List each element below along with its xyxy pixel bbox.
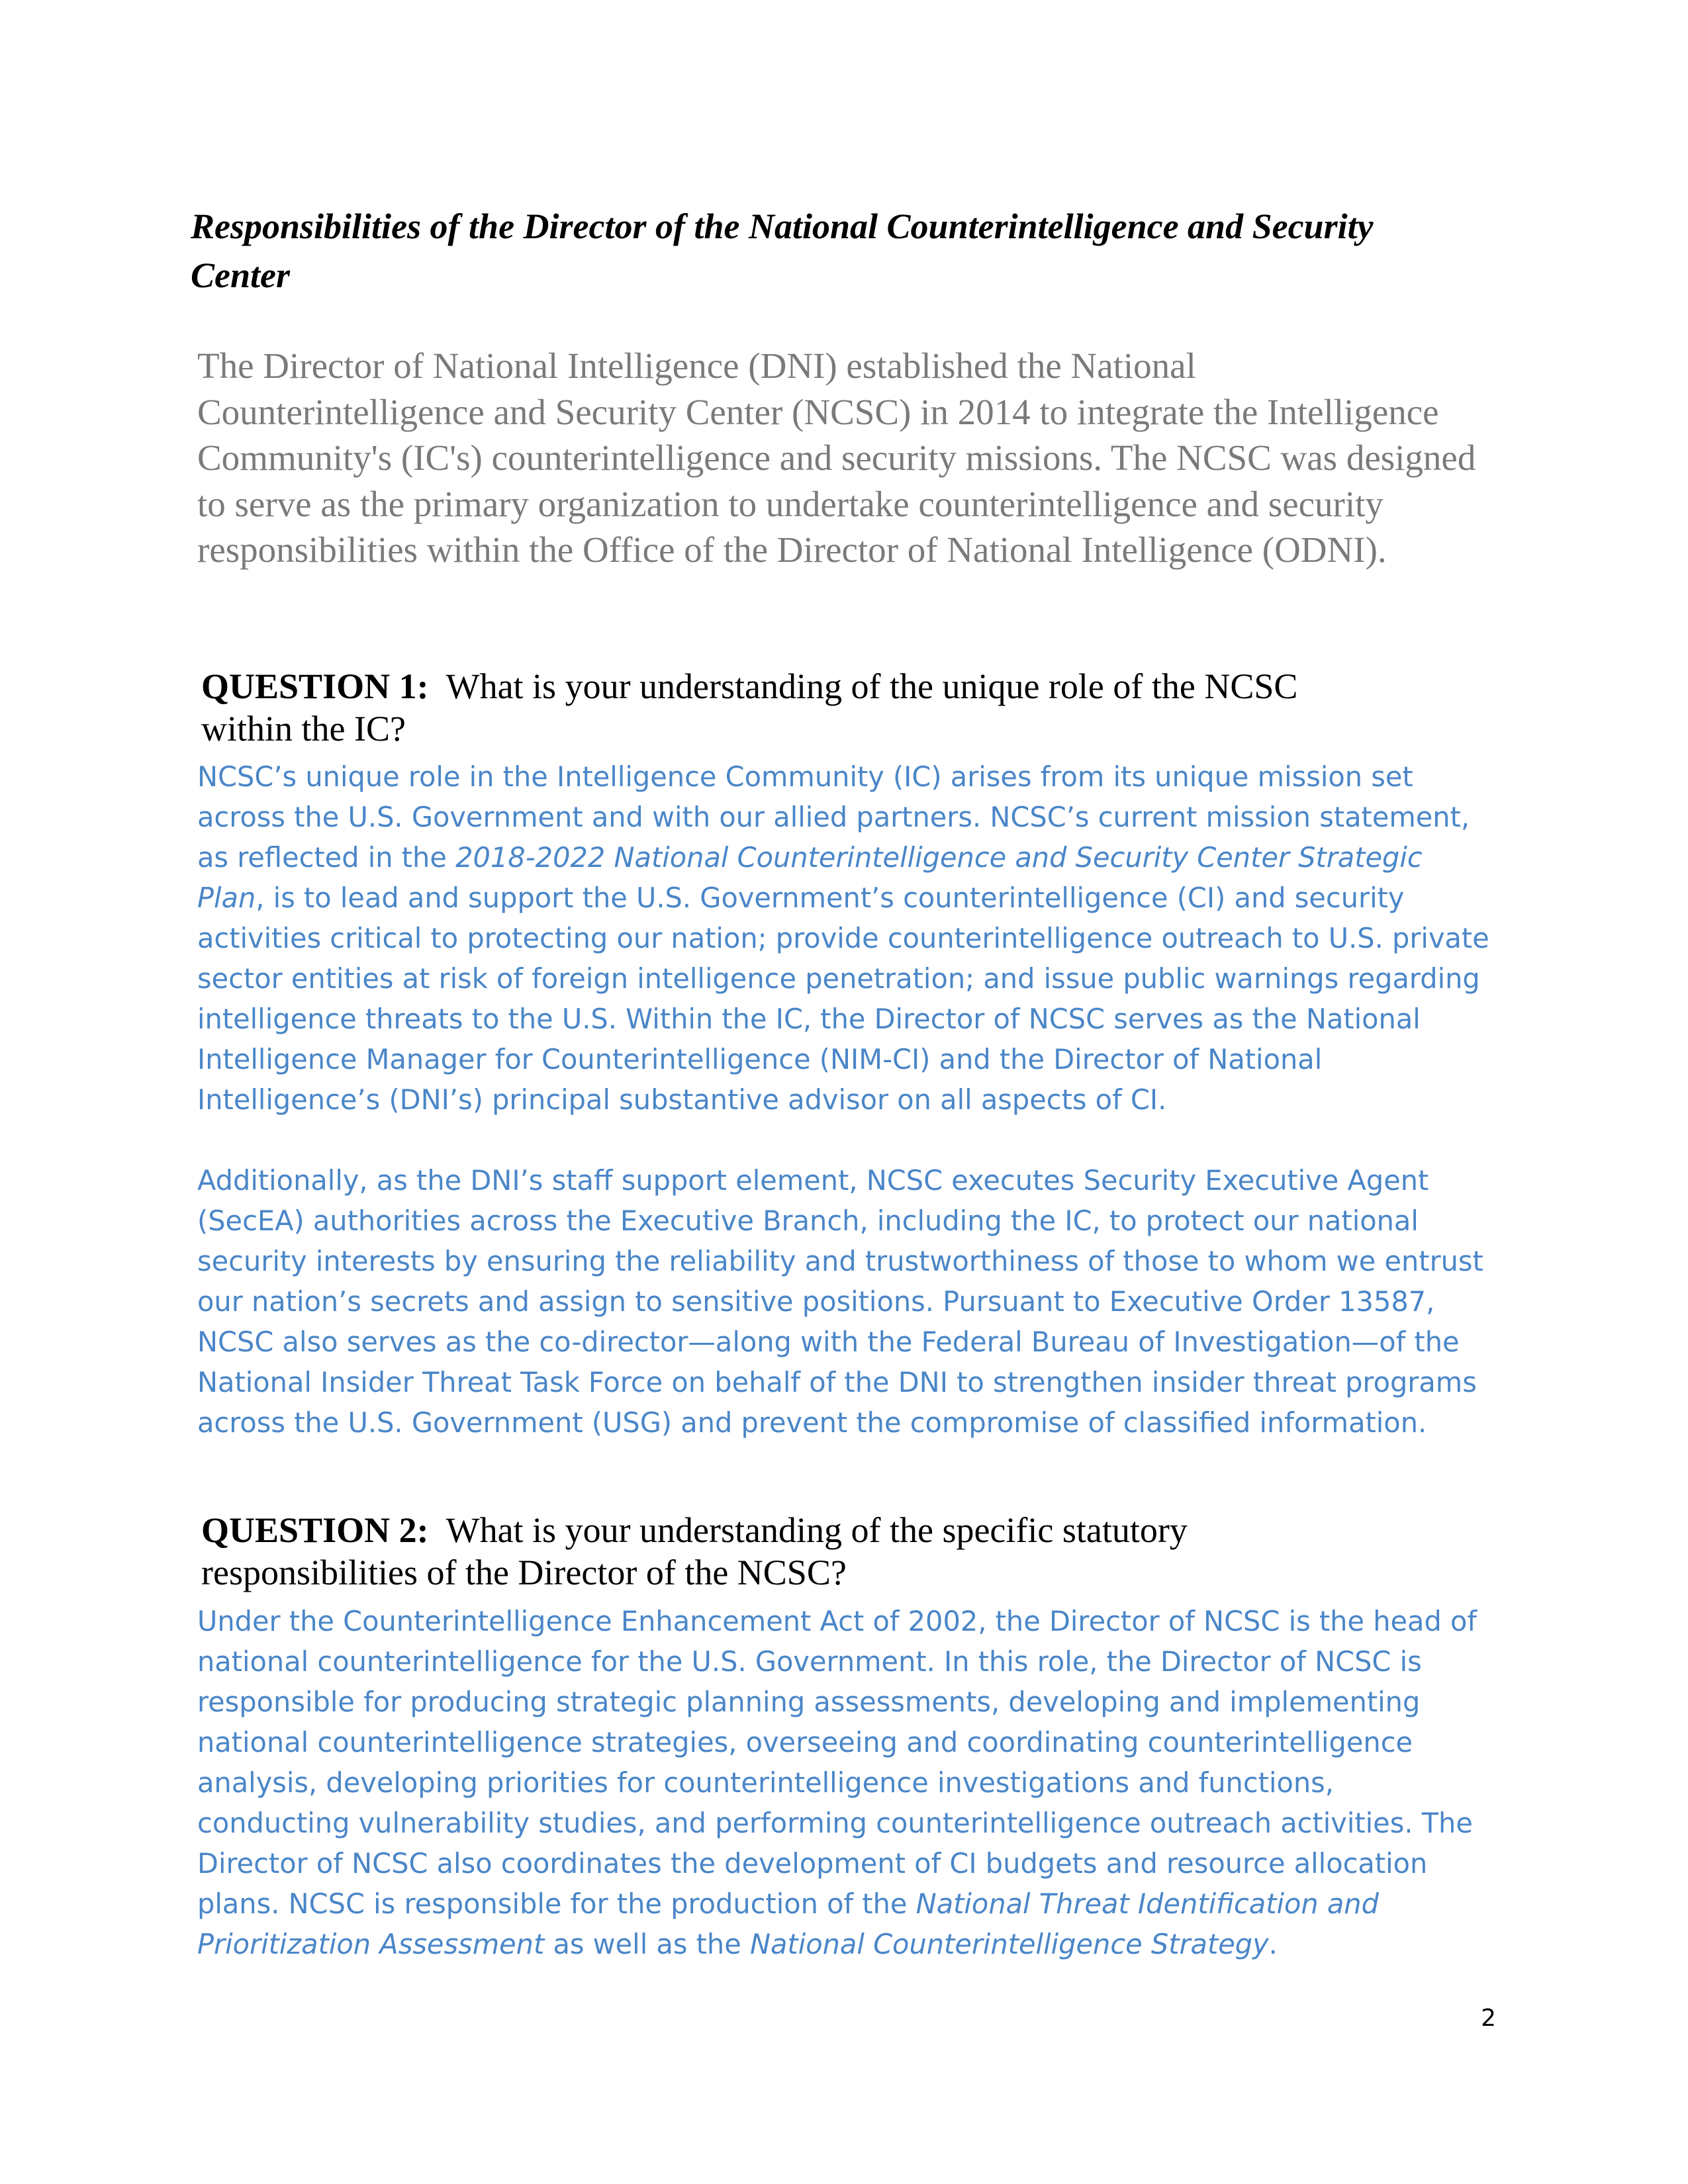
question-1-label: QUESTION 1: xyxy=(201,666,429,706)
question-2-text: What is your understanding of the specific statutory responsibilities of the Director of the NCSC? xyxy=(201,1510,1188,1592)
answer-1-p1-text-b: , is to lead and support the U.S. Government’s counterintelligence (CI) and security activities critical to protecting our nation; provide counterintelligence outreach to U.S. private sector entities at risk of foreign intelligence penetration; and issue public warnings regarding intelligence threats to the U.S. Within the IC, the Director of NCSC serves as the National Intelligence Manager for Counterintelligence (NIM-CI) and the Director of National Intelligence’s (DNI’s) principal substantive advisor on all aspects of CI. xyxy=(197,882,1489,1116)
section-heading: Responsibilities of the Director of the National Counterintelligence and Security Center xyxy=(191,206,1374,295)
answer-2-p1-text-a: Under the Counterintelligence Enhancement Act of 2002, the Director of NCSC is the head of national counterintelligence for the U.S. Government. In this role, the Director of NCSC is responsible for producing strategic planning assessments, developing and implementing national counterintelligence strategies, overseeing and coordinating counterintelligence analysis, developing priorities for counterintelligence investigations and functions, conducting vulnerability studies, and performing counterintelligence outreach activities. The Director of NCSC also coordinates the development of CI budgets and resource allocation plans. NCSC is responsible for the production of the xyxy=(197,1605,1477,1920)
page-number: 2 xyxy=(1481,2005,1496,2032)
answer-2-p1-text-mid: as well as the xyxy=(544,1928,750,1960)
ci-strategy-title: National Counterintelligence Strategy xyxy=(749,1928,1269,1960)
answer-2-paragraph-1 xyxy=(197,1601,1495,1964)
strategic-plan-title: 2018-2022 National Counterintelligence and Security Center Strategic Plan xyxy=(197,841,1423,914)
answer-1-paragraph-1 xyxy=(197,756,1495,1120)
threat-assessment-title: National Threat Identification and Prioritization Assessment xyxy=(197,1888,1379,1960)
question-1-text: What is your understanding of the unique role of the NCSC within the IC? xyxy=(201,666,1298,749)
question-2 xyxy=(201,1509,1366,1594)
question-1 xyxy=(201,665,1366,750)
intro-paragraph: The Director of National Intelligence (DNI) established the National Counterintelligence and Security Center (NCSC) in 2014 to integrate the Intelligence Community's (IC's) counterintelligence and security missions. The NCSC was designed to serve as the primary organization to undertake counterintelligence and security responsibilities within the Office of the Director of National Intelligence (ODNI). xyxy=(197,345,1476,570)
answer-1-p1-text-a: NCSC’s unique role in the Intelligence Community (IC) arises from its unique mission set across the U.S. Government and with our allied partners. NCSC’s current mission statement, as reflected in the xyxy=(197,760,1470,874)
answer-1-paragraph-2: Additionally, as the DNI’s staff support element, NCSC executes Security Executive Agent (SecEA) authorities across the Executive Branch, including the IC, to protect our national security interests by ensuring the reliability and trustworthiness of those to whom we entrust our nation’s secrets and assign to sensitive positions. Pursuant to Executive Order 13587, NCSC also serves as the co-director—along with the Federal Bureau of Investigation—of the National Insider Threat Task Force on behalf of the DNI to strengthen insider threat programs across the U.S. Government (USG) and prevent the compromise of classified information. xyxy=(197,1164,1483,1439)
question-2-label: QUESTION 2: xyxy=(201,1510,429,1550)
answer-2-p1-text-end: . xyxy=(1268,1928,1278,1960)
